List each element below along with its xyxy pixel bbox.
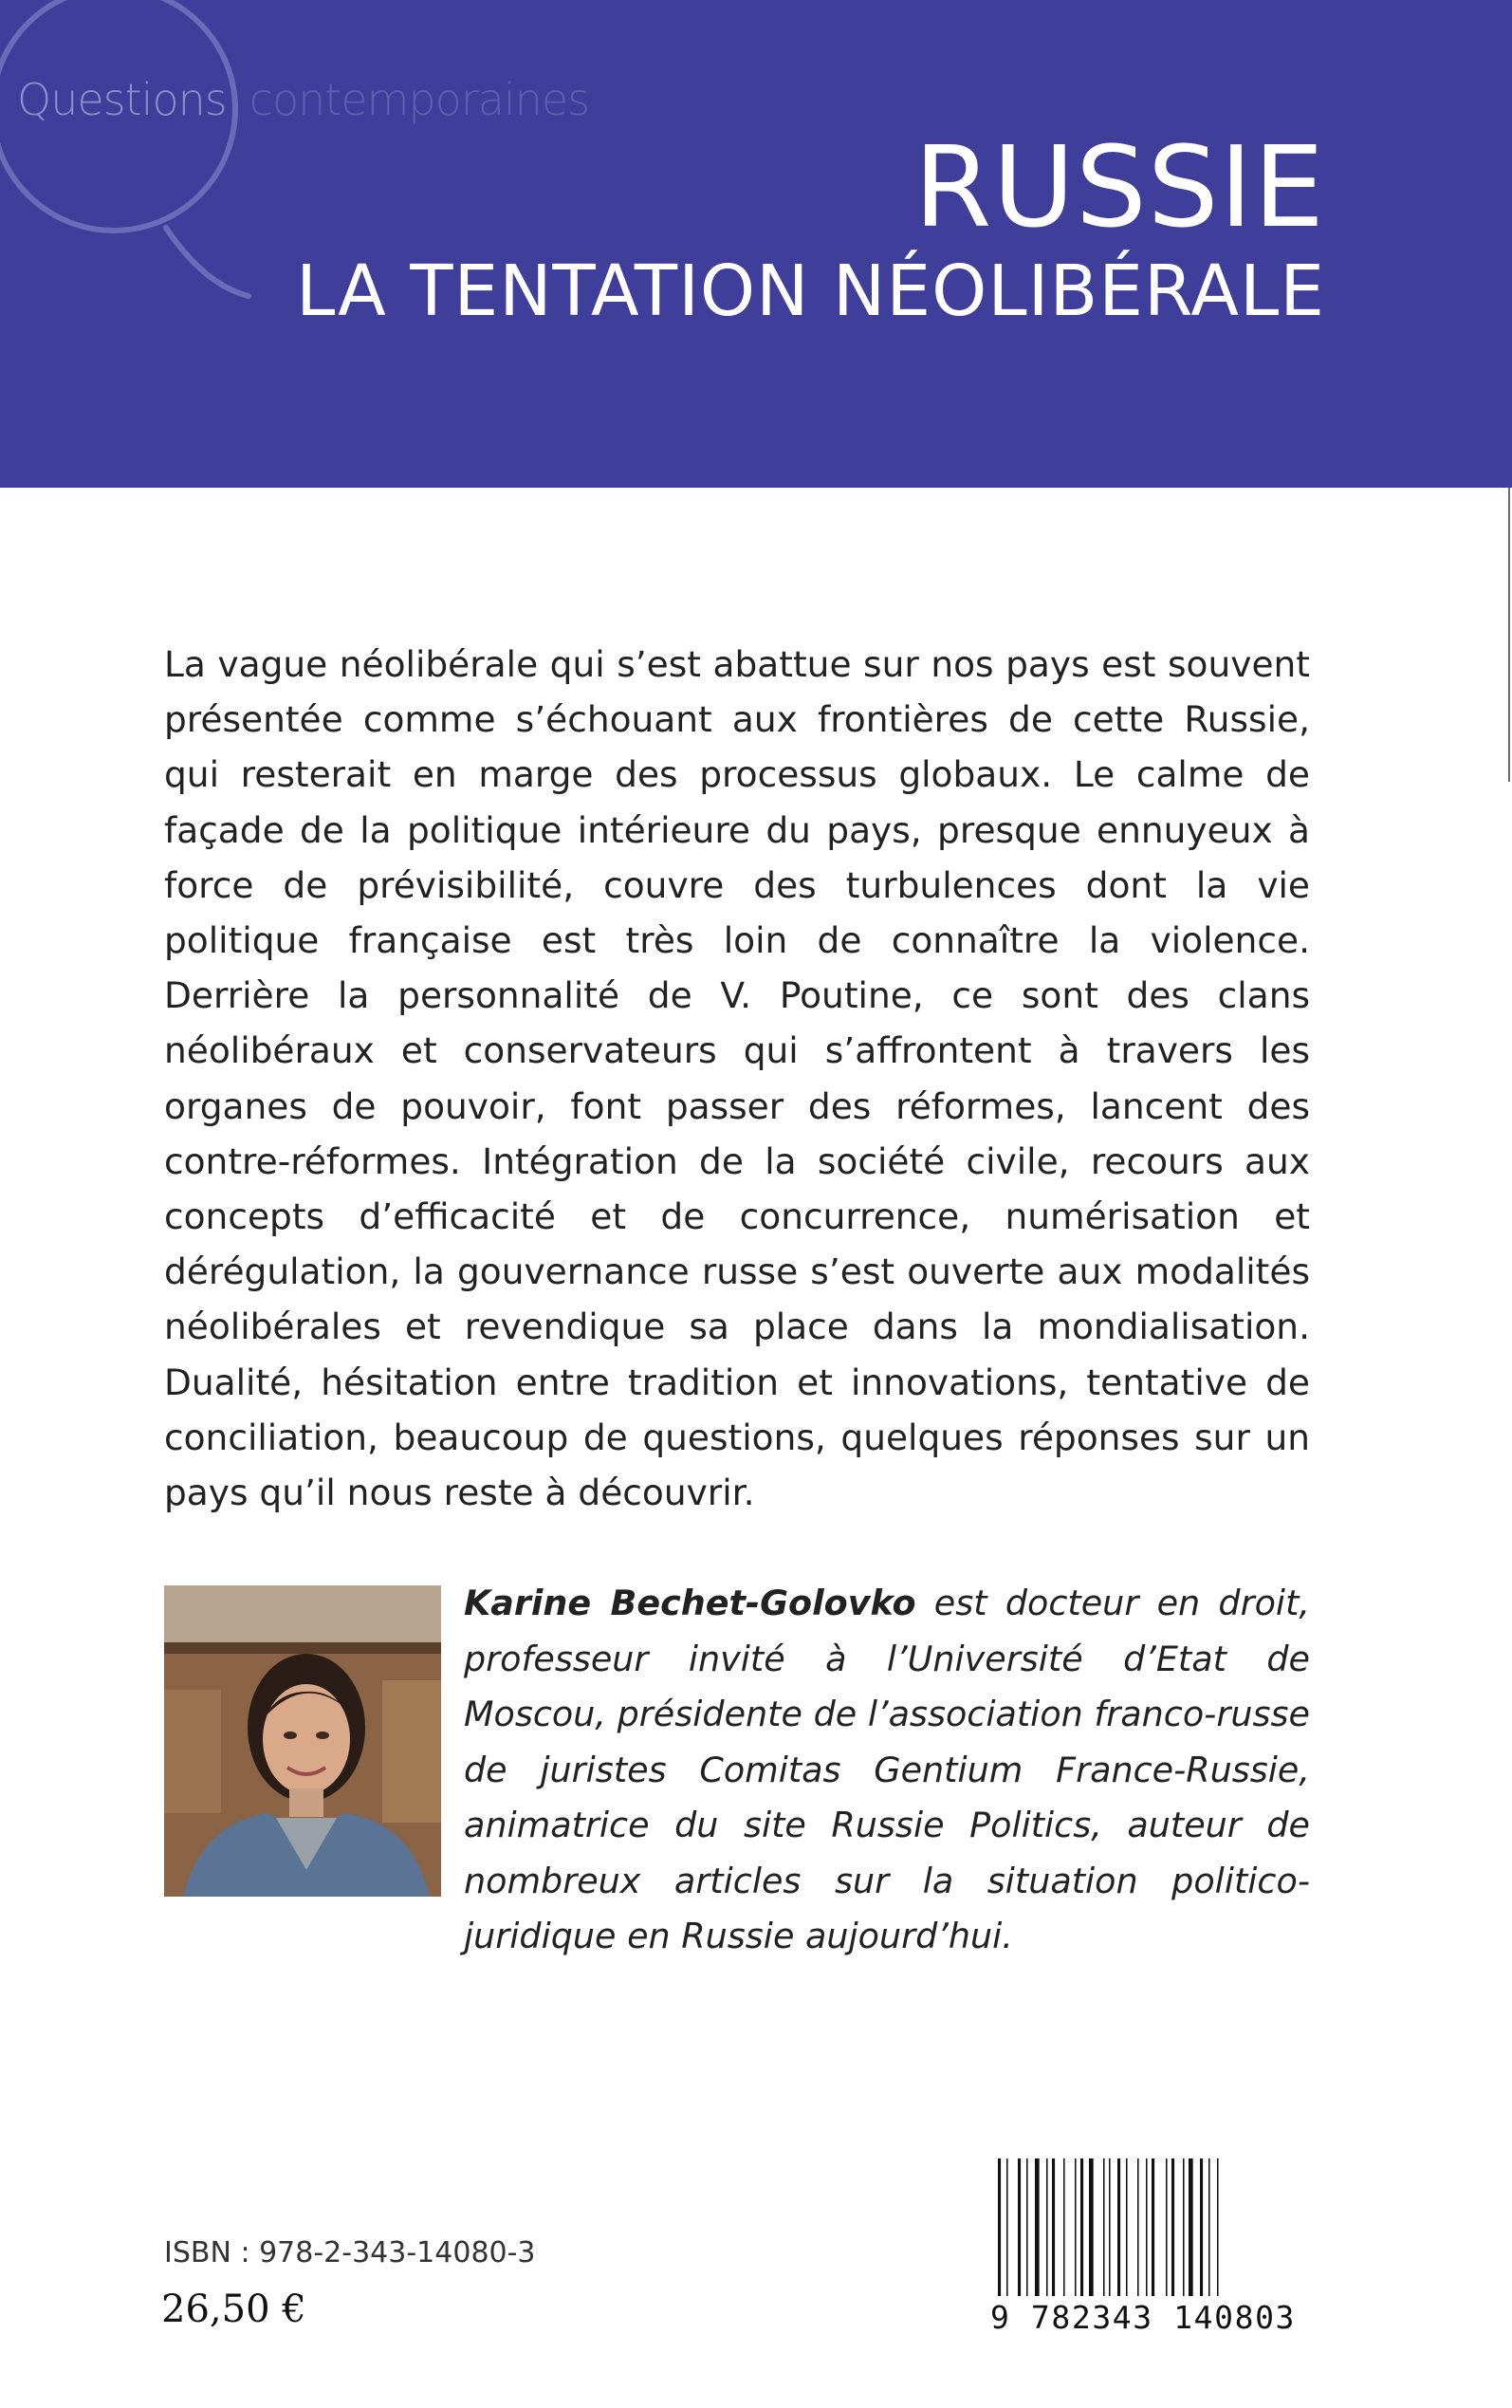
barcode-bar	[1046, 2158, 1048, 2296]
barcode-bar	[1089, 2158, 1094, 2296]
barcode-bar	[1189, 2158, 1193, 2296]
book-title	[296, 121, 1325, 332]
barcode-bar	[1171, 2158, 1174, 2296]
barcode-bar	[1026, 2158, 1028, 2296]
collection-name-second: contemporaines	[249, 74, 590, 125]
header-band	[0, 0, 1512, 488]
barcode-bar	[1006, 2158, 1008, 2296]
barcode-bar	[998, 2158, 1001, 2296]
barcode-bar	[1183, 2158, 1185, 2296]
author-portrait-image	[164, 1585, 441, 1897]
back-cover-blurb: La vague néolibérale qui s’est abattue sur nos pays est souvent présentée comme s’échouant aux frontières de cette Russie, qui resterait en marge des processus globaux. Le calme de façade de la politique intérieure du pays, presque ennuyeux à force de prévisibilité, couvre des turbulences dont la vie politique française est très loin de connaître la violence. Derrière la personnalité de V. Poutine, ce sont des clans néolibéraux et conservateurs qui s’affrontent à travers les organes de pouvoir, font passer des réformes, lancent des contre-réformes. Intégration de la société civile, recours aux concepts d’efficacité et de concurrence, numérisation et dérégulation, la gouvernance russe s’est ouverte aux modalités néolibérales et revendique sa place dans la mondialisation. Dualité, hésitation entre tradition et innovations, tentative de conciliation, beaucoup de questions, quelques réponses sur un pays qu’il nous reste à découvrir.	[164, 643, 1310, 1514]
barcode-bar	[1075, 2158, 1077, 2296]
barcode-bar	[1103, 2158, 1105, 2296]
barcode-bar	[1200, 2158, 1203, 2296]
barcode-bar	[1166, 2158, 1168, 2296]
edge-line	[1508, 488, 1510, 782]
barcode-bar	[1152, 2158, 1154, 2296]
collection-name-first: Questions	[17, 74, 227, 125]
barcode-digits: 9 782343 140803	[990, 2299, 1297, 2336]
author-name: Karine Bechet-Golovko	[464, 1583, 916, 1623]
barcode-bar	[1052, 2158, 1055, 2296]
author-bio-text: est docteur en droit, professeur invité à l’Université d’Etat de Moscou, présidente de l’association franco-russe de juristes Comitas Gentium France-Russie, animatrice du site Russie Politics, auteur de nombreux articles sur la situation politico-juridique en Russie aujourd’hui.	[464, 1583, 1310, 1956]
collection-name	[17, 74, 589, 125]
barcode-bar	[1137, 2158, 1139, 2296]
barcode-bar	[1035, 2158, 1040, 2296]
barcode-bar	[1080, 2158, 1083, 2296]
barcode-bar	[1018, 2158, 1021, 2296]
barcode-bar	[1146, 2158, 1148, 2296]
barcode-bar	[1208, 2158, 1210, 2296]
isbn: ISBN : 978-2-343-14080-3	[164, 2236, 536, 2269]
price: 26,50 €	[161, 2288, 306, 2331]
barcode-bar	[1063, 2158, 1065, 2296]
barcode-bar	[1117, 2158, 1120, 2296]
barcode-bar	[1126, 2158, 1128, 2296]
barcode-bar	[1217, 2158, 1219, 2296]
author-bio	[464, 1576, 1310, 1965]
author-photo	[164, 1585, 441, 1897]
book-title-main: RUSSIE	[913, 121, 1325, 252]
book-subtitle: LA TENTATION NÉOLIBÉRALE	[296, 250, 1325, 332]
collection-q-logo-icon	[0, 0, 266, 313]
barcode-bar	[1109, 2158, 1111, 2296]
barcode-bars-icon	[992, 2158, 1311, 2301]
